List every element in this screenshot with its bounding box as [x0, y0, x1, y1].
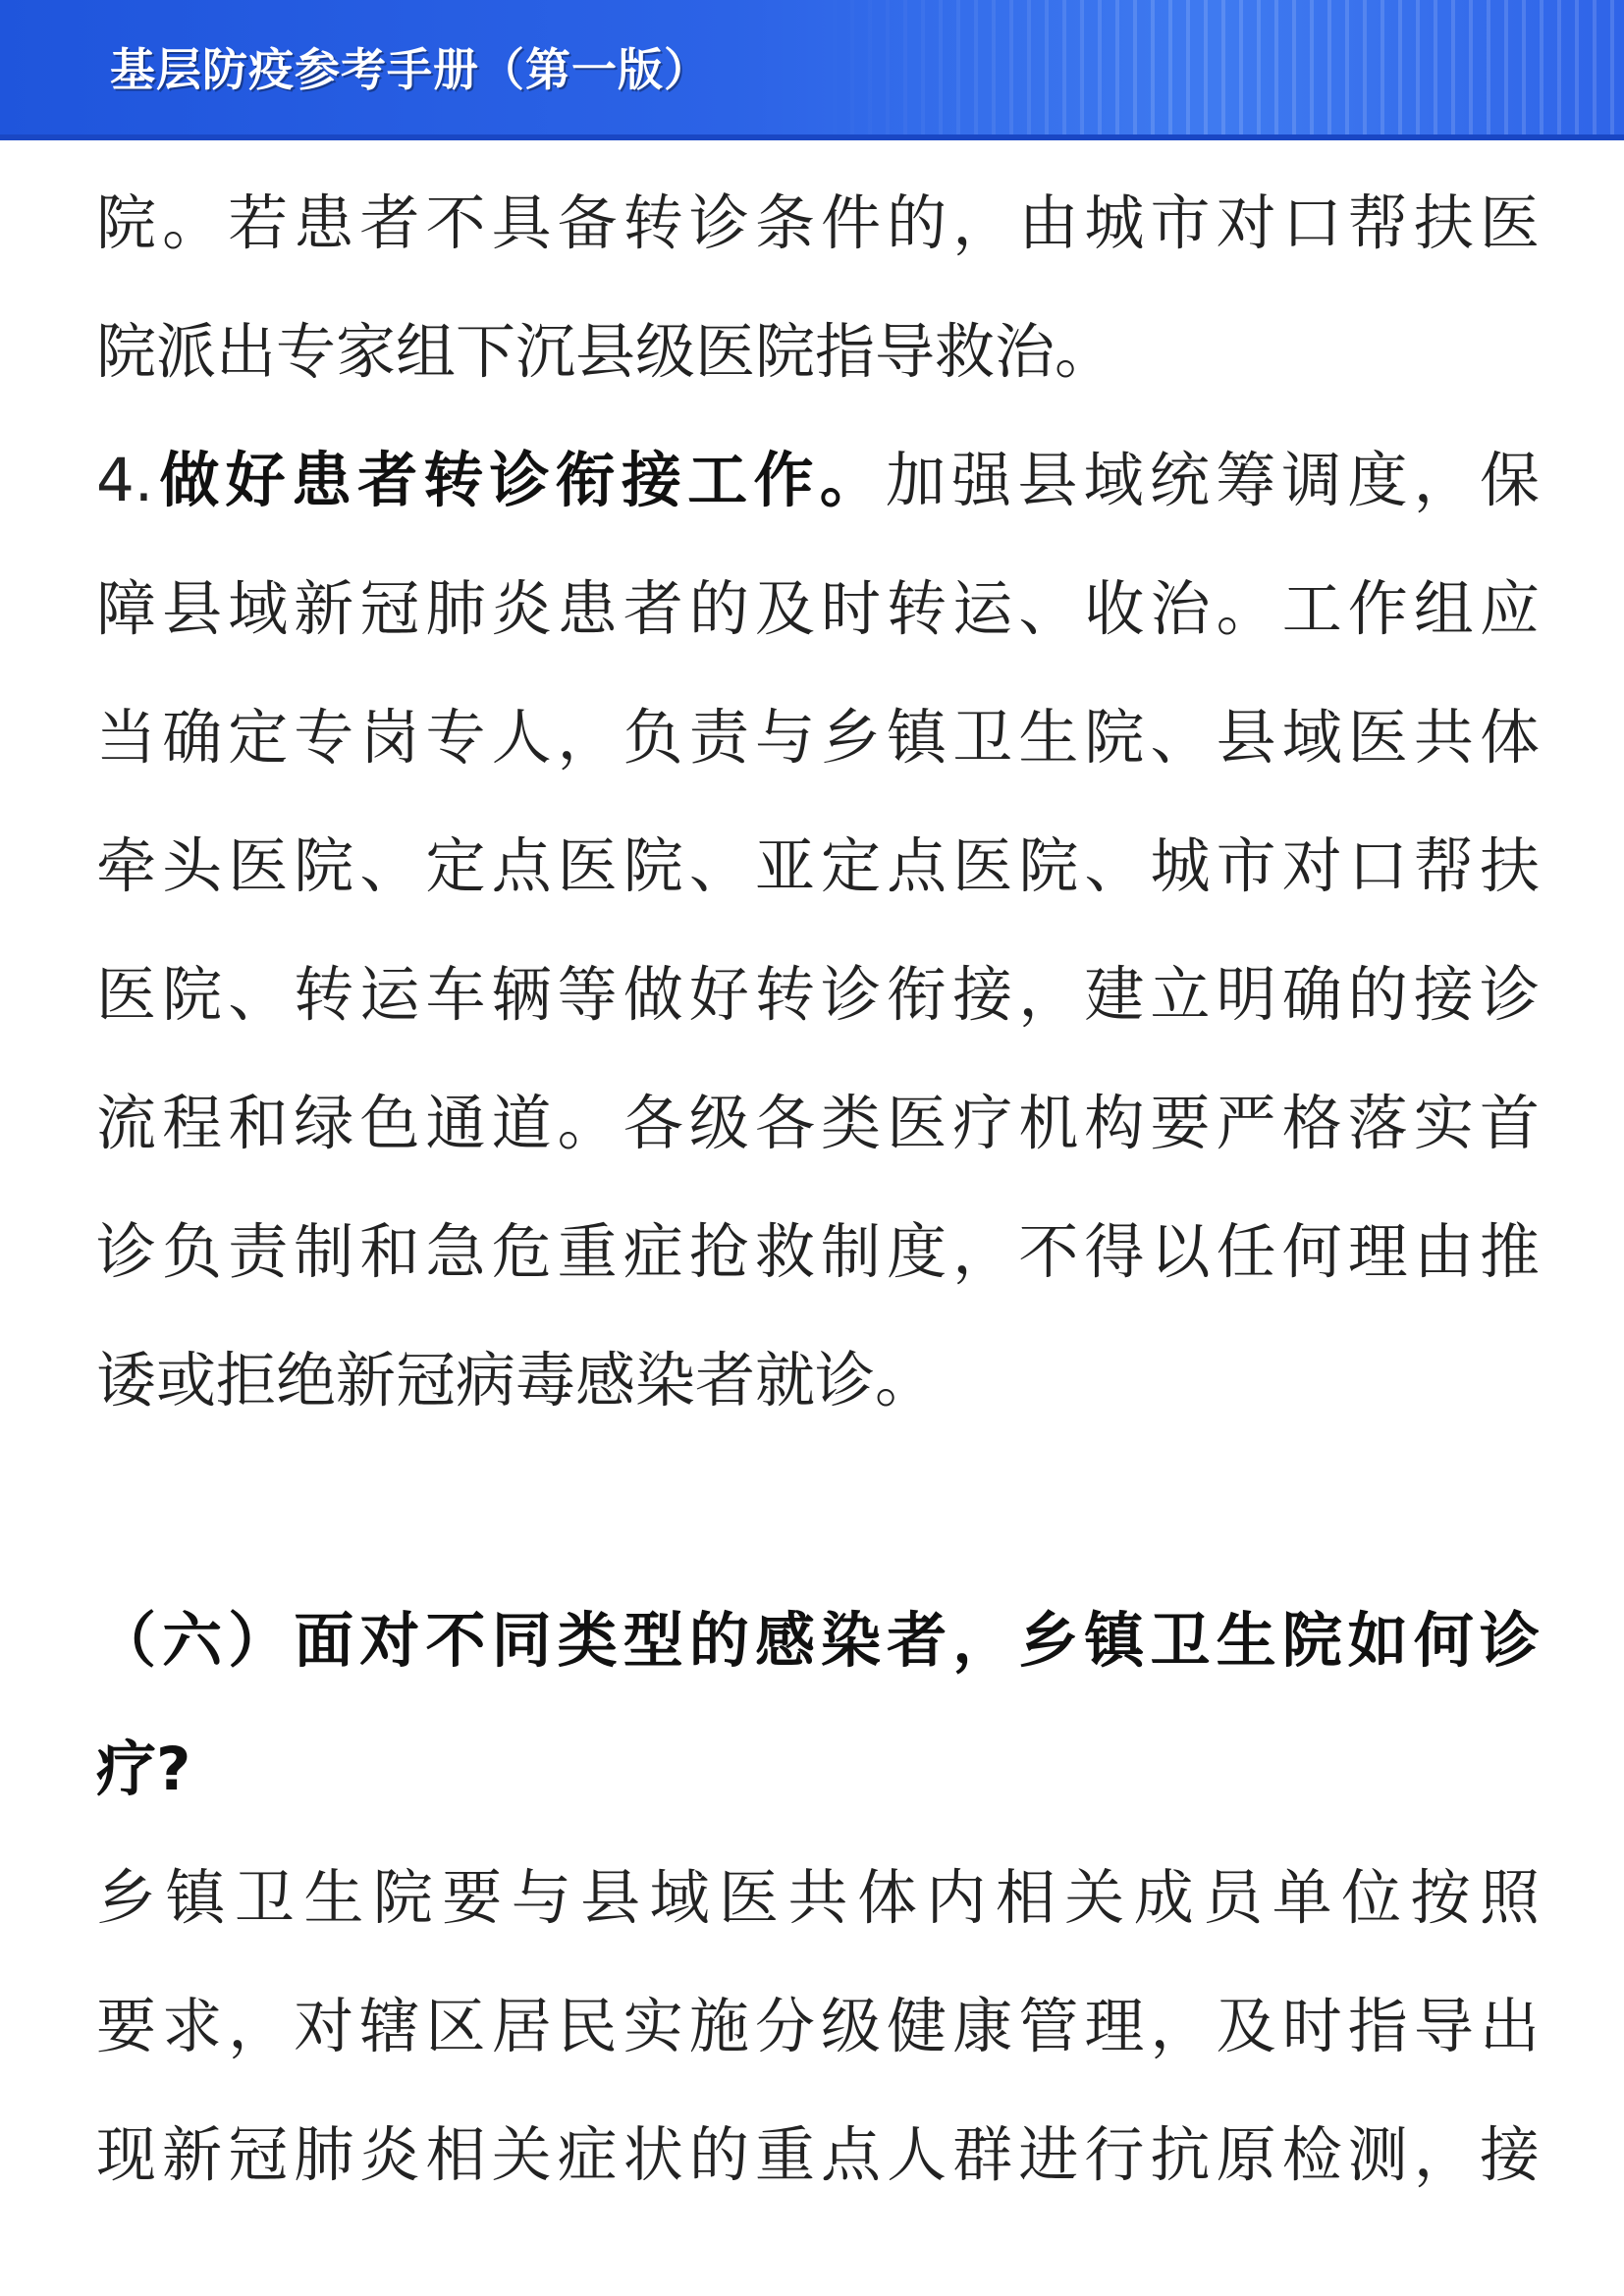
section-heading — [96, 1592, 1540, 1849]
header-stripe-pattern — [819, 0, 1624, 140]
text-line: 当确定专岗专人，负责与乡镇卫生院、县域医共体 — [96, 703, 1540, 773]
document-body — [96, 175, 1540, 2235]
paragraph-spacer — [96, 1461, 1540, 1592]
paragraph-continued — [96, 175, 1540, 432]
text-line — [96, 432, 1540, 561]
section-heading-line: 疗? — [96, 1735, 191, 1804]
text-line: 诿或拒绝新冠病毒感染者就诊。 — [96, 1346, 936, 1415]
item-number: 4. — [96, 446, 154, 515]
text-line: 诊负责制和急危重症抢救制度，不得以任何理由推 — [96, 1217, 1540, 1287]
text-line: 院派出专家组下沉县级医院指导救治。 — [96, 317, 1115, 387]
text-line: 要求，对辖区居民实施分级健康管理，及时指导出 — [96, 1992, 1540, 2061]
text-line: 流程和绿色通道。各级各类医疗机构要严格落实首 — [96, 1089, 1540, 1158]
text-line: 现新冠肺炎相关症状的重点人群进行抗原检测，接 — [96, 2120, 1540, 2190]
text-line: 乡镇卫生院要与县域医共体内相关成员单位按照 — [96, 1863, 1540, 1933]
header-divider — [0, 134, 1624, 140]
text-line: 医院、转运车辆等做好转诊衔接，建立明确的接诊 — [96, 960, 1540, 1030]
text-line: 障县域新冠肺炎患者的及时转运、收治。工作组应 — [96, 574, 1540, 644]
document-header-title: 基层防疫参考手册（第一版） — [110, 43, 710, 96]
item-heading: 做好患者转诊衔接工作。 — [153, 446, 886, 515]
text-line: 院。若患者不具备转诊条件的，由城市对口帮扶医 — [96, 188, 1540, 258]
section-heading-line: （六）面对不同类型的感染者，乡镇卫生院如何诊 — [96, 1606, 1540, 1676]
item-text: 加强县域统筹调度，保 — [885, 446, 1540, 515]
text-line: 牵头医院、定点医院、亚定点医院、城市对口帮扶 — [96, 831, 1540, 901]
paragraph-section-6 — [96, 1849, 1540, 2235]
paragraph-item-4 — [96, 432, 1540, 1461]
header-banner — [0, 0, 1624, 140]
